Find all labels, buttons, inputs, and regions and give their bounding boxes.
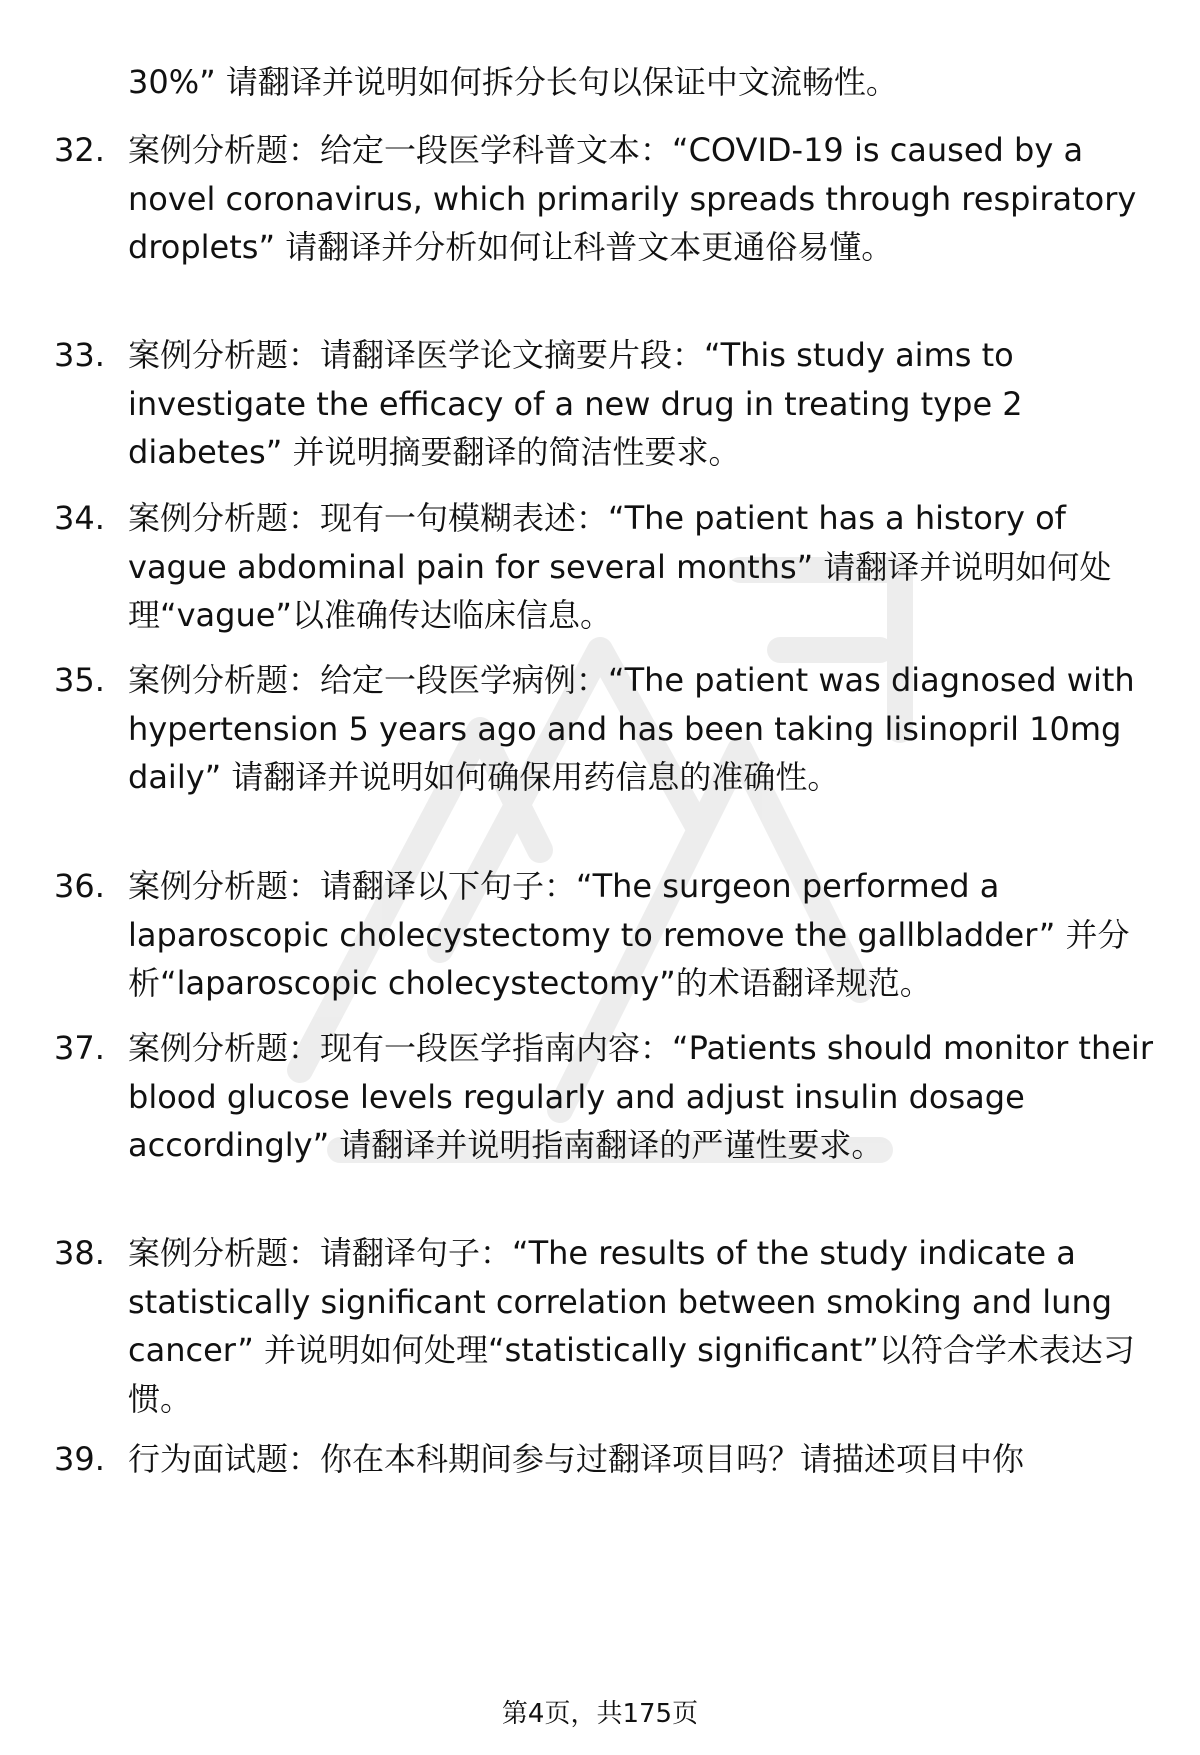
intro-line-continuation: 30%” 请翻译并说明如何拆分长句以保证中文流畅性。 [128, 63, 898, 101]
question-text: 案例分析题：请翻译句子：“The results of the study indicate a statistically significant correlation between smoking and lung cancer” 并说明如何处理“statistically significant”以符合学术表达习惯。 [128, 1234, 1135, 1418]
question-text: 案例分析题：请翻译以下句子：“The surgeon performed a laparoscopic cholecystectomy to remove the gallbladder” 并分析“laparoscopic cholecystectomy”的术语翻译规范。 [128, 867, 1130, 1002]
question-text: 案例分析题：给定一段医学病例：“The patient was diagnosed with hypertension 5 years ago and has been taking lisinopril 10mg daily” 请翻译并说明如何确保用药信息的准确性。 [128, 661, 1135, 796]
question-number: 37. [54, 1029, 105, 1067]
question-number: 36. [54, 867, 105, 905]
question-text: 案例分析题：现有一句模糊表述：“The patient has a history of vague abdominal pain for several months” 请翻译并说明如何处理“vague”以准确传达临床信息。 [128, 499, 1112, 634]
question-text: 案例分析题：给定一段医学科普文本：“COVID-19 is caused by a novel coronavirus, which primarily spreads through respiratory droplets” 请翻译并分析如何让科普文本更通俗易懂。 [128, 131, 1137, 266]
question-number: 35. [54, 661, 105, 699]
question-number: 38. [54, 1234, 105, 1272]
page-footer: 第4页，共175页 [501, 1699, 699, 1729]
question-number: 32. [54, 131, 105, 169]
question-number: 34. [54, 499, 105, 537]
question-text: 案例分析题：现有一段医学指南内容：“Patients should monitor their blood glucose levels regularly and adjust insulin dosage accordingly” 请翻译并说明指南翻译的严谨性要求。 [128, 1029, 1153, 1164]
question-text: 案例分析题：请翻译医学论文摘要片段：“This study aims to investigate the efficacy of a new drug in treating type 2 diabetes” 并说明摘要翻译的简洁性要求。 [128, 336, 1023, 471]
question-number: 33. [54, 336, 105, 374]
question-number: 39. [54, 1440, 105, 1478]
question-text: 行为面试题：你在本科期间参与过翻译项目吗？请描述项目中你 [128, 1440, 1025, 1478]
